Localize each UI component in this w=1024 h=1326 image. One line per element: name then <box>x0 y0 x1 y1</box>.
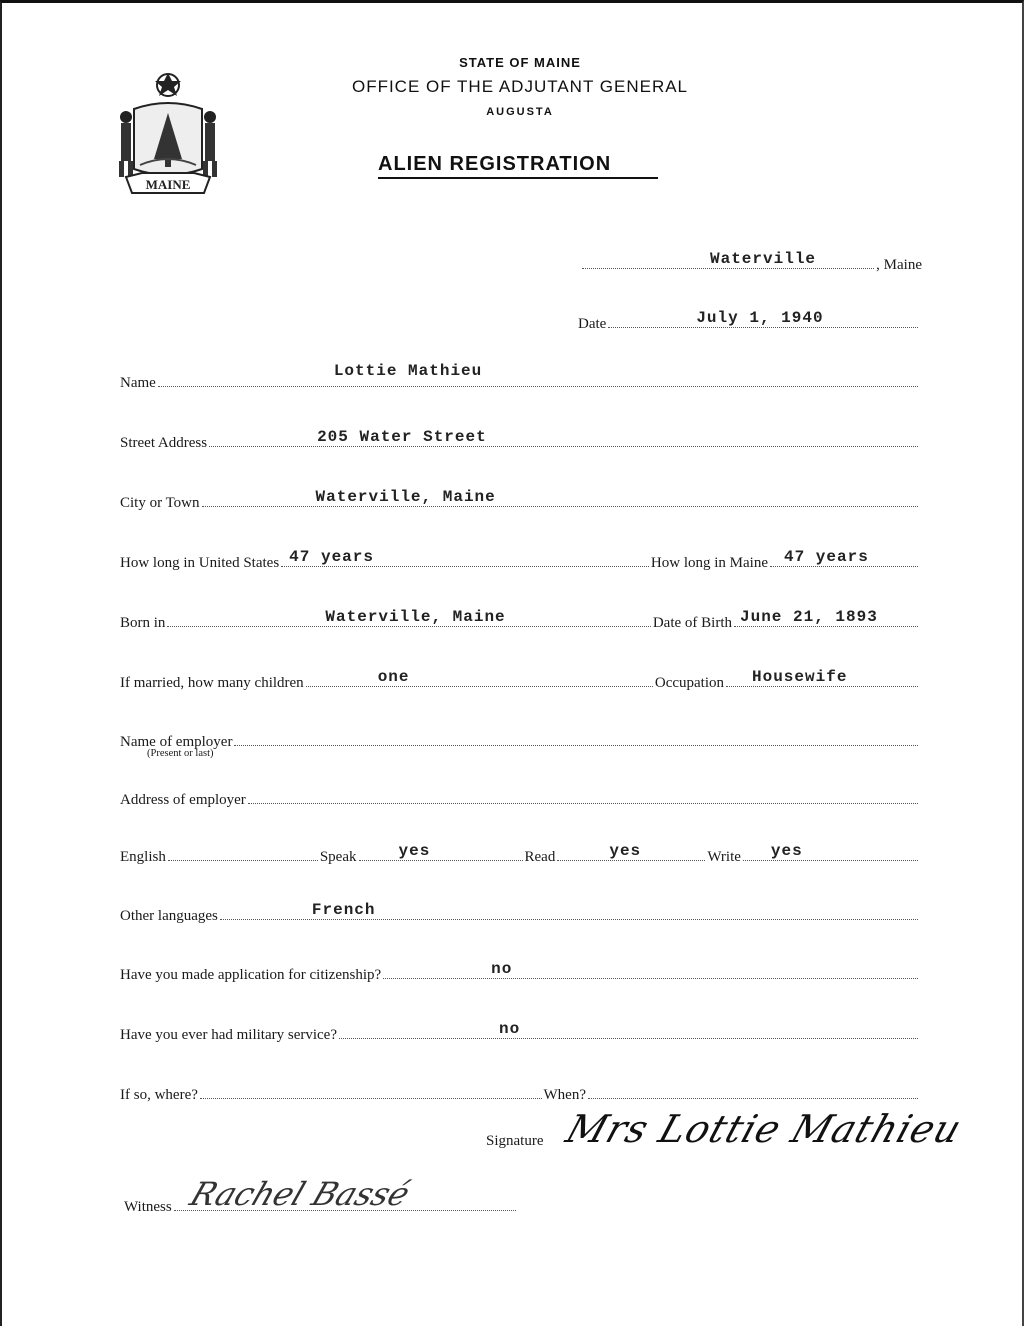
employer-name-label: Name of employer <box>120 734 233 750</box>
read-value: yes <box>609 842 642 860</box>
how-long-us-value: 47 years <box>289 548 374 566</box>
write-field[interactable] <box>743 842 918 861</box>
place-row <box>580 250 922 274</box>
speak-label: Speak <box>319 849 357 865</box>
header-state: STATE OF MAINE <box>459 55 581 70</box>
military-field[interactable] <box>339 1020 918 1039</box>
date-field[interactable] <box>608 309 918 328</box>
witness-label: Witness <box>124 1199 172 1215</box>
how-long-us-label: How long in United States <box>120 555 280 571</box>
where-field[interactable] <box>200 1085 542 1099</box>
citizenship-field[interactable] <box>383 960 918 979</box>
date-of-birth-value: June 21, 1893 <box>740 608 878 626</box>
occupation-label: Occupation <box>654 675 724 691</box>
other-languages-row <box>120 901 920 925</box>
other-languages-value: French <box>311 901 376 919</box>
employer-name-row <box>120 732 920 751</box>
date-label: Date <box>578 316 607 332</box>
military-label: Have you ever had military service? <box>120 1027 337 1043</box>
city-town-row <box>120 488 920 512</box>
street-address-label: Street Address <box>120 435 208 451</box>
date-row <box>578 309 920 333</box>
city-town-field[interactable] <box>202 488 918 507</box>
place-field[interactable] <box>582 250 874 269</box>
read-field[interactable] <box>557 842 705 861</box>
street-address-field[interactable] <box>209 428 918 447</box>
children-row <box>120 668 920 692</box>
maine-state-seal <box>112 69 224 199</box>
header-city: AUGUSTA <box>486 106 554 118</box>
svg-text:MAINE: MAINE <box>145 177 191 192</box>
occupation-field[interactable] <box>726 668 918 687</box>
name-label: Name <box>120 375 156 391</box>
citizenship-row <box>120 960 920 984</box>
when-label: When? <box>543 1087 586 1103</box>
place-value: Waterville <box>710 250 817 268</box>
name-row <box>120 362 920 392</box>
where-label: If so, where? <box>120 1087 198 1103</box>
other-languages-label: Other languages <box>120 908 218 924</box>
employer-address-label: Address of employer <box>120 792 246 808</box>
signature-row <box>486 1133 566 1150</box>
header-office: OFFICE OF THE ADJUTANT GENERAL <box>351 77 689 96</box>
how-long-maine-field[interactable] <box>770 548 918 567</box>
military-row <box>120 1020 920 1044</box>
military-value: no <box>499 1020 521 1038</box>
where-when-row <box>120 1085 920 1104</box>
name-value: Lottie Mathieu <box>333 362 483 380</box>
employer-name-field[interactable] <box>234 732 918 746</box>
when-field[interactable] <box>588 1085 918 1099</box>
born-row <box>120 608 920 632</box>
title-underline <box>378 177 658 179</box>
speak-value: yes <box>398 842 431 860</box>
name-field[interactable] <box>158 362 918 387</box>
children-value: one <box>377 668 410 686</box>
born-in-field[interactable] <box>167 608 650 627</box>
form-title: ALIEN REGISTRATION <box>378 153 612 175</box>
street-address-value: 205 Water Street <box>317 428 487 446</box>
date-of-birth-field[interactable] <box>734 608 918 627</box>
date-of-birth-label: Date of Birth <box>652 615 732 631</box>
write-label: Write <box>707 849 741 865</box>
signature-label: Signature <box>486 1133 544 1149</box>
english-row <box>120 842 920 866</box>
citizenship-value: no <box>491 960 513 978</box>
born-in-value: Waterville, Maine <box>325 608 506 626</box>
how-long-maine-label: How long in Maine <box>650 555 768 571</box>
city-town-label: City or Town <box>120 495 200 511</box>
born-in-label: Born in <box>120 615 166 631</box>
street-address-row <box>120 428 920 452</box>
employer-address-row <box>120 790 920 809</box>
english-label: English <box>120 849 166 865</box>
how-long-us-field[interactable] <box>281 548 649 567</box>
write-value: yes <box>770 842 803 860</box>
employer-address-field[interactable] <box>248 790 918 804</box>
other-languages-field[interactable] <box>220 901 918 920</box>
citizenship-label: Have you made application for citizenship? <box>120 967 382 983</box>
signature: Mrs Lottie Mathieu <box>560 1107 968 1151</box>
witness-signature: Rachel Bassé <box>185 1175 416 1213</box>
children-label: If married, how many children <box>120 675 304 691</box>
read-label: Read <box>524 849 556 865</box>
how-long-maine-value: 47 years <box>784 548 869 566</box>
place-suffix: , Maine <box>876 257 922 273</box>
occupation-value: Housewife <box>752 668 848 686</box>
how-long-row <box>120 548 920 572</box>
date-value: July 1, 1940 <box>696 309 824 327</box>
speak-field[interactable] <box>359 842 523 861</box>
city-town-value: Waterville, Maine <box>315 488 496 506</box>
english-field <box>168 847 318 861</box>
children-field[interactable] <box>306 668 653 687</box>
employer-name-sublabel: (Present or last) <box>147 748 214 759</box>
